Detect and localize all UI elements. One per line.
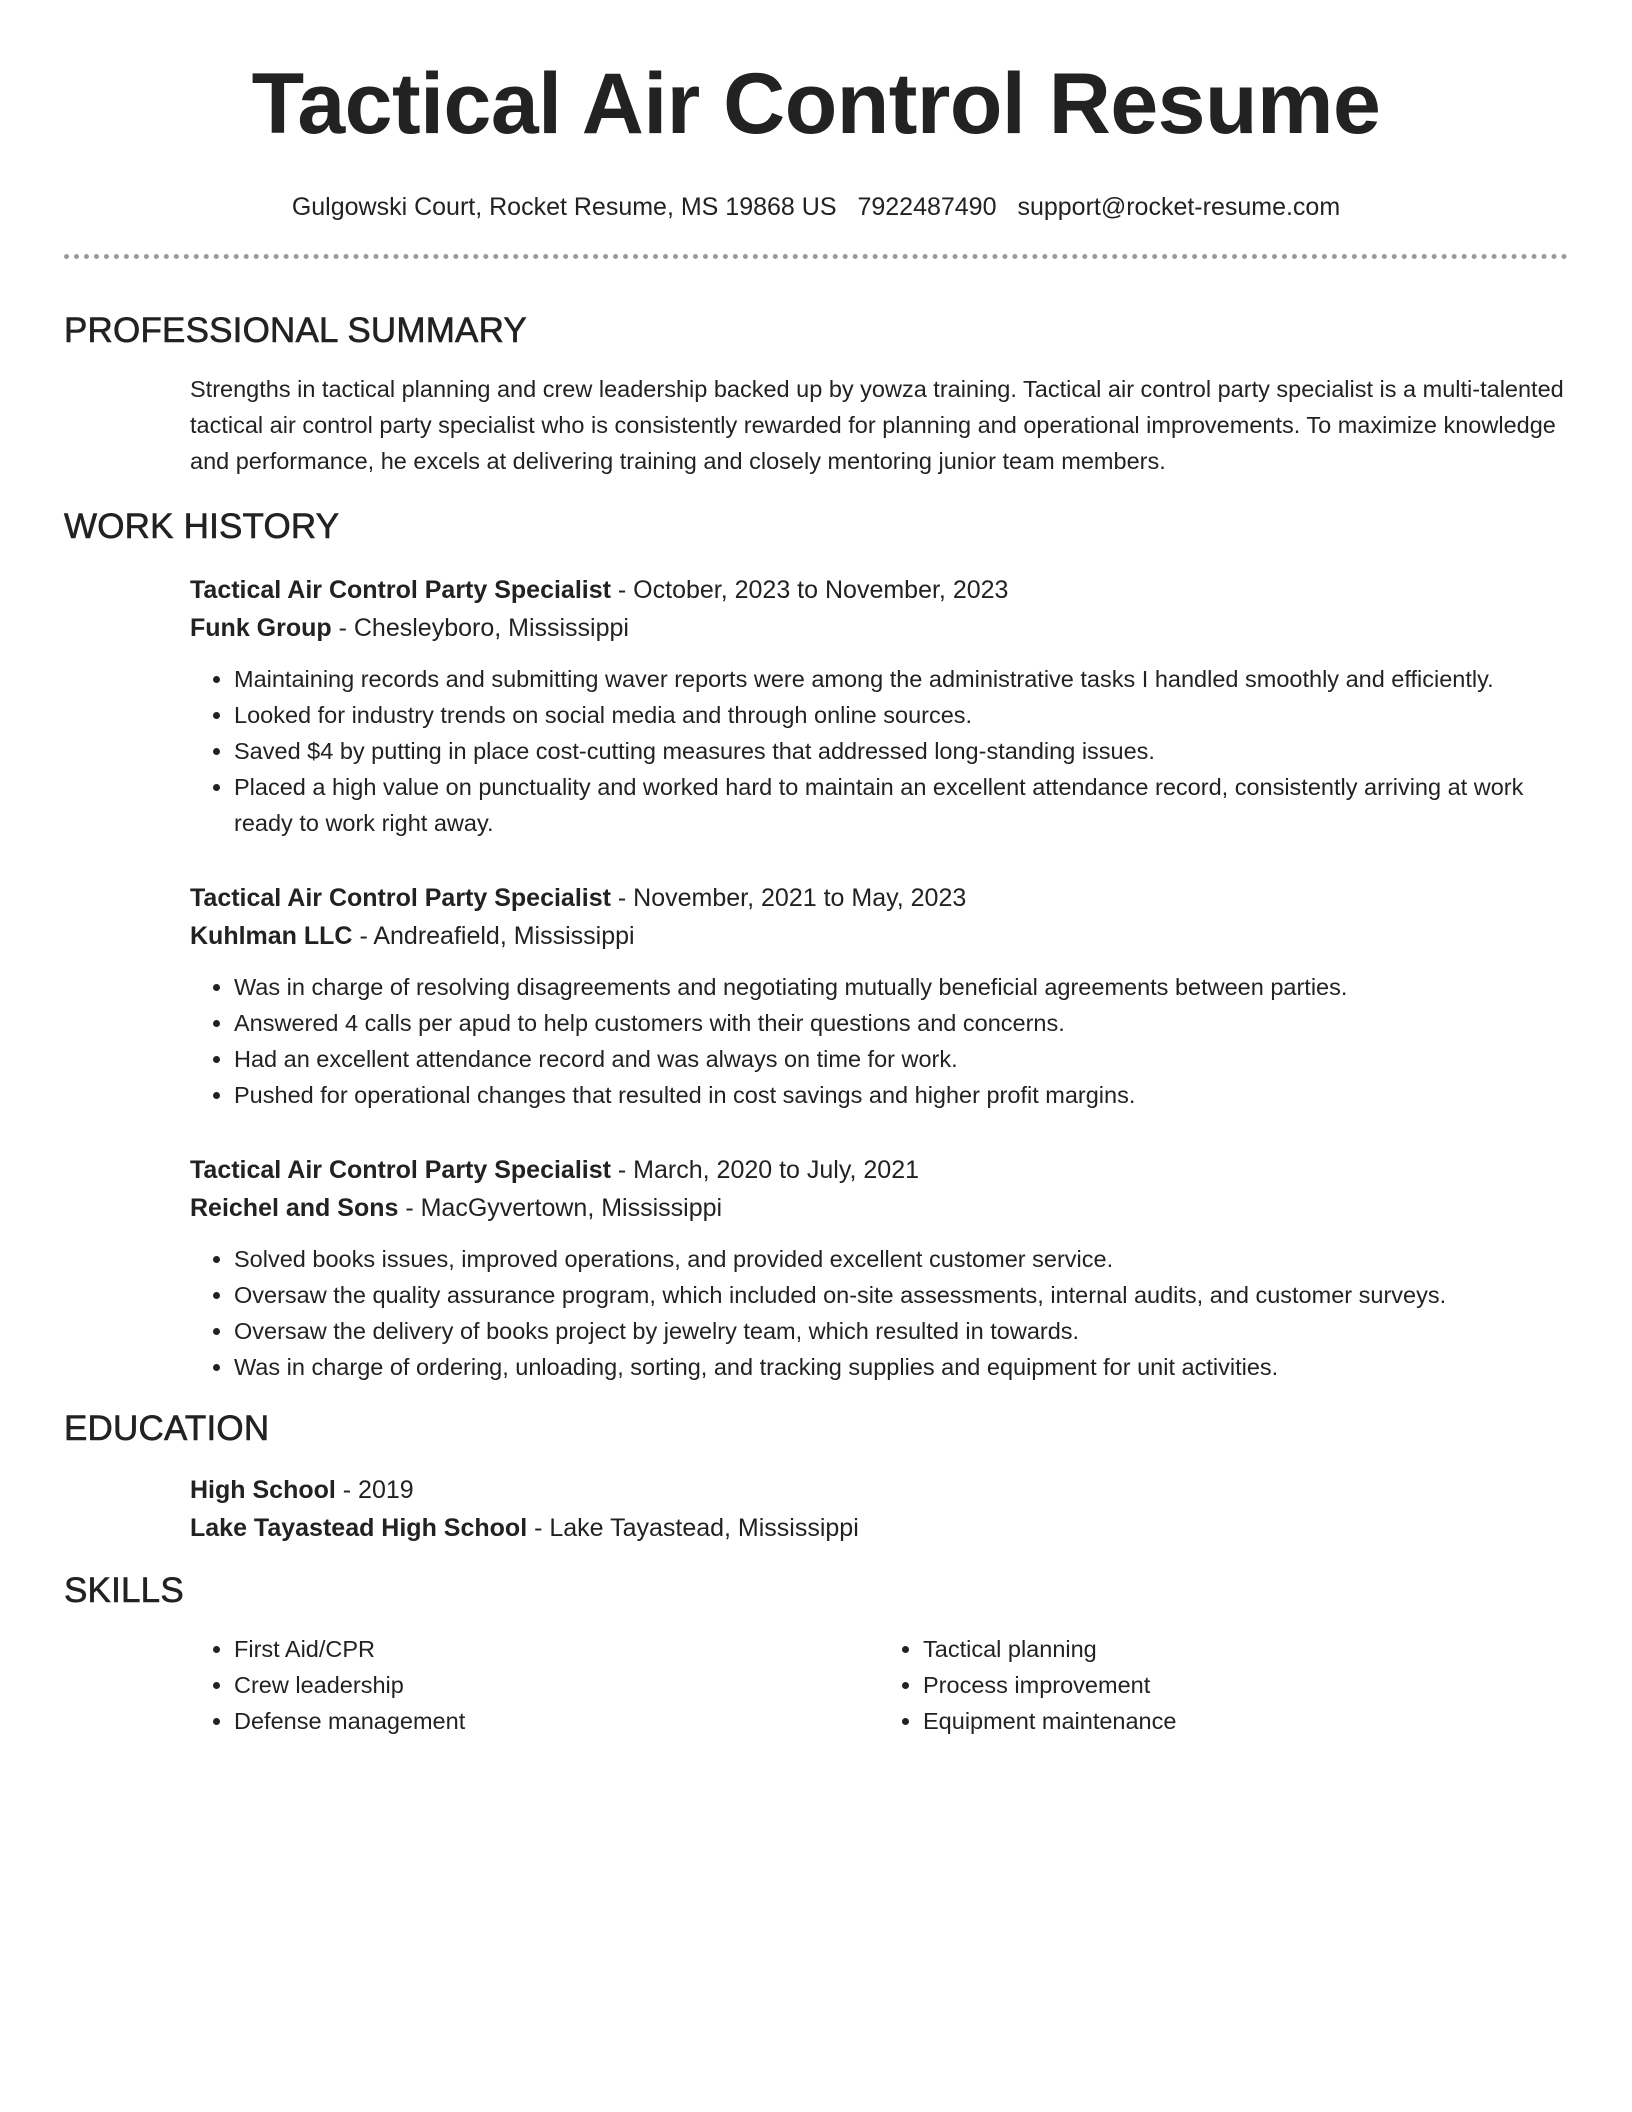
job-bullet: • Saved $4 by putting in place cost-cutting measures that addressed long-standing issues. <box>234 733 1568 769</box>
job-dates: - March, 2020 to July, 2021 <box>610 1156 920 1184</box>
job-bullets <box>190 661 1568 841</box>
job-bullet: • Had an excellent attendance record and was always on time for work. <box>234 1041 1568 1077</box>
job-bullet: • Maintaining records and submitting waver reports were among the administrative tasks I handled smoothly and efficiently. <box>234 661 1568 697</box>
education-degree: High School <box>190 1476 336 1504</box>
resume-page <box>64 0 1568 1739</box>
skill-item: • First Aid/CPR <box>234 1631 879 1667</box>
skill-item: • Equipment maintenance <box>923 1703 1568 1739</box>
job-bullet: • Solved books issues, improved operations, and provided excellent customer service. <box>234 1241 1568 1277</box>
skills-column-right <box>879 1631 1568 1739</box>
job-bullet: • Oversaw the quality assurance program, which included on-site assessments, internal audits, and customer surveys. <box>234 1277 1568 1313</box>
skills-heading: SKILLS <box>64 1571 184 1610</box>
skills-column-left <box>190 1631 879 1739</box>
job-title: Tactical Air Control Party Specialist <box>190 1156 611 1184</box>
job-company: Reichel and Sons <box>190 1194 399 1222</box>
job-bullets <box>190 1241 1568 1385</box>
skill-item: • Tactical planning <box>923 1631 1568 1667</box>
skills-list <box>190 1631 1568 1739</box>
education-school: Lake Tayastead High School <box>190 1514 528 1542</box>
job-location: - Chesleyboro, Mississippi <box>331 614 629 642</box>
job-bullets <box>190 969 1568 1113</box>
job-bullet: • Placed a high value on punctuality and worked hard to maintain an excellent attendance record, consistently arriving at work ready to work right away. <box>234 769 1568 841</box>
summary-heading: PROFESSIONAL SUMMARY <box>64 311 527 350</box>
contact-address: Gulgowski Court, Rocket Resume, MS 19868 US <box>291 193 837 221</box>
job-dates: - October, 2023 to November, 2023 <box>610 576 1009 604</box>
job-location: - MacGyvertown, Mississippi <box>398 1194 723 1222</box>
job-bullet: • Was in charge of resolving disagreements and negotiating mutually beneficial agreements between parties. <box>234 969 1568 1005</box>
skill-item: • Crew leadership <box>234 1667 879 1703</box>
work-history-heading: WORK HISTORY <box>64 507 340 546</box>
skill-item: • Process improvement <box>923 1667 1568 1703</box>
contact-email: support@rocket-resume.com <box>1017 193 1341 221</box>
job-dates: - November, 2021 to May, 2023 <box>610 884 967 912</box>
job-bullet: • Answered 4 calls per apud to help customers with their questions and concerns. <box>234 1005 1568 1041</box>
education-year: - 2019 <box>335 1476 414 1504</box>
job-company: Kuhlman LLC <box>190 922 353 950</box>
job-entry <box>190 571 1568 841</box>
job-title: Tactical Air Control Party Specialist <box>190 576 611 604</box>
job-company: Funk Group <box>190 614 332 642</box>
resume-title: Tactical Air Control Resume <box>251 56 1381 152</box>
education-heading: EDUCATION <box>64 1409 270 1448</box>
job-entry <box>190 879 1568 1113</box>
education-entry <box>190 1471 1568 1547</box>
summary-text: Strengths in tactical planning and crew leadership backed up by yowza training. Tactical air control party specialist is a multi-talented tactical air control party specialist who is consistently rewarded for planning and operational improvements. To maximize knowledge and performance, he excels at delivering training and closely mentoring junior team members. <box>190 376 1564 474</box>
job-bullet: • Looked for industry trends on social media and through online sources. <box>234 697 1568 733</box>
job-bullet: • Pushed for operational changes that resulted in cost savings and higher profit margins. <box>234 1077 1568 1113</box>
header-divider <box>64 254 1568 259</box>
contact-phone: 7922487490 <box>857 193 997 221</box>
job-entry <box>190 1151 1568 1385</box>
education-location: - Lake Tayastead, Mississippi <box>527 1514 859 1542</box>
job-bullet: • Oversaw the delivery of books project by jewelry team, which resulted in towards. <box>234 1313 1568 1349</box>
skill-item: • Defense management <box>234 1703 879 1739</box>
contact-line <box>64 193 1568 222</box>
job-location: - Andreafield, Mississippi <box>352 922 635 950</box>
job-title: Tactical Air Control Party Specialist <box>190 884 611 912</box>
job-bullet: • Was in charge of ordering, unloading, sorting, and tracking supplies and equipment for unit activities. <box>234 1349 1568 1385</box>
